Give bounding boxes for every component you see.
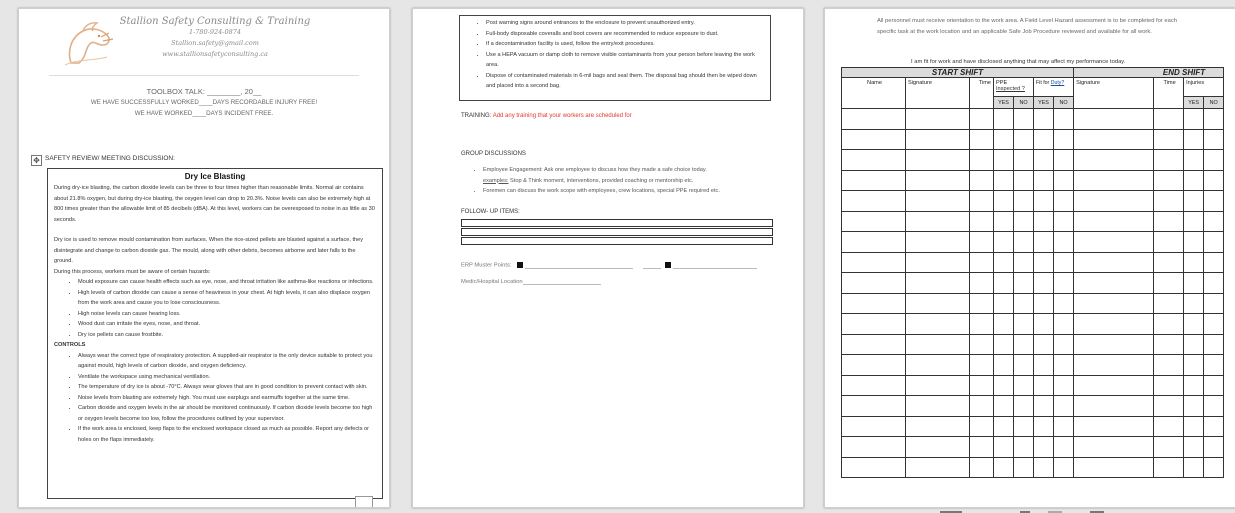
list-item: • High noise levels can cause hearing loss. bbox=[78, 309, 376, 320]
table-cell[interactable] bbox=[970, 416, 994, 437]
fit-for-work-statement: I am fit for work and have disclosed anything that may affect my performance today. bbox=[911, 59, 1126, 65]
table-cell[interactable] bbox=[994, 232, 1014, 253]
table-cell[interactable] bbox=[1204, 437, 1224, 458]
list-item: • Carbon dioxide and oxygen levels in the air should be monitored continuously. If carbon dioxide levels become too high or oxygen levels become too low, follow the procedures outlined by your supervisor. bbox=[78, 403, 376, 424]
medic-field[interactable] bbox=[523, 284, 601, 285]
col-fit-for-duty: Fit for Duty? bbox=[1034, 78, 1074, 97]
table-cell[interactable] bbox=[906, 273, 970, 294]
table-cell[interactable] bbox=[1074, 232, 1154, 253]
table-cell[interactable] bbox=[1034, 273, 1054, 294]
col-signature-end: Signature bbox=[1074, 78, 1154, 109]
table-cell[interactable] bbox=[1034, 211, 1054, 232]
table-row bbox=[842, 355, 1224, 376]
table-cell[interactable] bbox=[1054, 355, 1074, 376]
table-row bbox=[842, 396, 1224, 417]
list-item: • High levels of carbon dioxide can cause a sense of heaviness in your chest. At high levels, it can also displace oxygen from the work area and cause you to lose consciousness. bbox=[78, 288, 376, 309]
table-cell[interactable] bbox=[970, 109, 994, 130]
hazards-intro: During this process, workers must be aware of certain hazards: bbox=[54, 268, 211, 275]
table-cell[interactable] bbox=[1054, 396, 1074, 417]
table-cell[interactable] bbox=[994, 129, 1014, 150]
table-cell[interactable] bbox=[1014, 375, 1034, 396]
table-resize-handle[interactable] bbox=[355, 496, 373, 508]
medic-label: Medic/Hospital Location bbox=[461, 279, 523, 285]
orientation-statement: All personnel must receive orientation to the work area. A Field Level Hazard assessment is to be completed for each specific task at the work location and an applicable Safe Job Procedure reviewed and available for all work. bbox=[877, 18, 1177, 35]
sign-in-rows bbox=[842, 109, 1224, 478]
erp-field[interactable] bbox=[643, 268, 661, 269]
table-cell[interactable] bbox=[906, 396, 970, 417]
table-cell[interactable] bbox=[1014, 109, 1034, 130]
table-cell[interactable] bbox=[970, 252, 994, 273]
table-cell[interactable] bbox=[1184, 457, 1204, 478]
controls-continued-list bbox=[464, 18, 766, 92]
table-cell[interactable] bbox=[970, 170, 994, 191]
topic-title: Dry Ice Blasting bbox=[184, 172, 246, 181]
training-line bbox=[461, 113, 632, 119]
table-cell[interactable] bbox=[906, 252, 970, 273]
table-cell[interactable] bbox=[1014, 232, 1034, 253]
table-cell[interactable] bbox=[1054, 273, 1074, 294]
company-email: Stallion.safety@gmail.com bbox=[171, 39, 259, 47]
toolbox-talk-line: TOOLBOX TALK: ________, 20__ bbox=[146, 87, 262, 96]
table-cell[interactable] bbox=[970, 293, 994, 314]
table-cell[interactable] bbox=[906, 129, 970, 150]
table-cell[interactable] bbox=[1204, 232, 1224, 253]
table-cell[interactable] bbox=[970, 273, 994, 294]
table-cell[interactable] bbox=[906, 170, 970, 191]
table-cell[interactable] bbox=[1074, 314, 1154, 335]
start-shift-header: START SHIFT bbox=[842, 68, 1074, 78]
table-cell[interactable] bbox=[1054, 129, 1074, 150]
table-cell[interactable] bbox=[842, 211, 906, 232]
col-name: Name bbox=[842, 78, 906, 109]
follow-up-row[interactable] bbox=[461, 228, 773, 236]
table-cell[interactable] bbox=[970, 191, 994, 212]
table-cell[interactable] bbox=[1034, 252, 1054, 273]
table-cell[interactable] bbox=[1204, 109, 1224, 130]
table-cell[interactable] bbox=[1184, 334, 1204, 355]
medic-hospital-location bbox=[461, 279, 601, 285]
table-cell[interactable] bbox=[1074, 129, 1154, 150]
table-cell[interactable] bbox=[842, 375, 906, 396]
table-move-handle-icon[interactable]: ✥ bbox=[31, 155, 42, 166]
table-cell[interactable] bbox=[1184, 129, 1204, 150]
table-cell[interactable] bbox=[1034, 457, 1054, 478]
table-cell[interactable] bbox=[1014, 437, 1034, 458]
table-cell[interactable] bbox=[1184, 191, 1204, 212]
col-injuries: Injuries bbox=[1184, 78, 1224, 97]
list-item: • Dry ice pellets can cause frostbite. bbox=[78, 330, 376, 341]
table-cell[interactable] bbox=[1184, 437, 1204, 458]
document-page-3 bbox=[824, 8, 1235, 508]
table-cell[interactable] bbox=[994, 293, 1014, 314]
table-cell[interactable] bbox=[1154, 211, 1184, 232]
col-time: Time bbox=[970, 78, 994, 109]
ppe-no: NO bbox=[1014, 97, 1034, 109]
list-item: • Noise levels from blasting are extremely high. You must use earplugs and earmuffs together at the same time. bbox=[78, 393, 376, 404]
controls-list bbox=[54, 351, 376, 446]
table-cell[interactable] bbox=[1074, 191, 1154, 212]
injuries-no: NO bbox=[1204, 97, 1224, 109]
table-cell[interactable] bbox=[1054, 109, 1074, 130]
erp-label: ERP Muster Points: bbox=[461, 262, 512, 269]
table-cell[interactable] bbox=[842, 416, 906, 437]
table-row bbox=[842, 334, 1224, 355]
table-cell[interactable] bbox=[906, 355, 970, 376]
list-item: • Dispose of contaminated materials in 6-mil bags and seal them. The disposal bag should then be wiped down and placed into a second bag. bbox=[486, 71, 766, 92]
table-cell[interactable] bbox=[1074, 293, 1154, 314]
table-cell[interactable] bbox=[1034, 191, 1054, 212]
erp-field[interactable] bbox=[525, 268, 633, 269]
table-cell[interactable] bbox=[906, 457, 970, 478]
table-cell[interactable] bbox=[994, 437, 1014, 458]
table-cell[interactable] bbox=[994, 396, 1014, 417]
fit-no: NO bbox=[1054, 97, 1074, 109]
list-item: • The temperature of dry ice is about -70°C. Always wear gloves that are in good condition to prevent contact with skin. bbox=[78, 382, 376, 393]
table-cell[interactable] bbox=[842, 396, 906, 417]
table-cell[interactable] bbox=[994, 191, 1014, 212]
table-cell[interactable] bbox=[842, 129, 906, 150]
table-cell[interactable] bbox=[1204, 355, 1224, 376]
table-cell[interactable] bbox=[1074, 334, 1154, 355]
table-cell[interactable] bbox=[1054, 211, 1074, 232]
end-shift-header: END SHIFT bbox=[1074, 68, 1224, 78]
table-cell[interactable] bbox=[970, 355, 994, 376]
table-cell[interactable] bbox=[1014, 416, 1034, 437]
table-cell[interactable] bbox=[906, 437, 970, 458]
table-cell[interactable] bbox=[970, 396, 994, 417]
table-cell[interactable] bbox=[1034, 396, 1054, 417]
table-cell[interactable] bbox=[1204, 396, 1224, 417]
table-cell[interactable] bbox=[994, 252, 1014, 273]
table-cell[interactable] bbox=[906, 232, 970, 253]
table-cell[interactable] bbox=[1034, 437, 1054, 458]
erp-muster-points bbox=[461, 262, 757, 269]
follow-up-row[interactable] bbox=[461, 219, 773, 227]
table-cell[interactable] bbox=[1184, 355, 1204, 376]
table-row bbox=[842, 457, 1224, 478]
table-cell[interactable] bbox=[842, 109, 906, 130]
table-cell[interactable] bbox=[842, 150, 906, 171]
table-row bbox=[842, 109, 1224, 130]
table-row bbox=[842, 273, 1224, 294]
table-cell[interactable] bbox=[1154, 416, 1184, 437]
table-cell[interactable] bbox=[1184, 396, 1204, 417]
document-page-2 bbox=[412, 8, 804, 508]
table-cell[interactable] bbox=[1034, 355, 1054, 376]
table-cell[interactable] bbox=[970, 457, 994, 478]
table-cell[interactable] bbox=[1054, 314, 1074, 335]
fit-yes: YES bbox=[1034, 97, 1054, 109]
table-cell[interactable] bbox=[1154, 314, 1184, 335]
table-row bbox=[842, 150, 1224, 171]
list-item: • Always wear the correct type of respiratory protection. A supplied-air respirator is the only device suitable to protect you against mould, high levels of carbon dioxide, and oxygen deficiency. bbox=[78, 351, 376, 372]
table-cell[interactable] bbox=[1054, 252, 1074, 273]
company-info bbox=[115, 16, 315, 58]
table-row bbox=[842, 129, 1224, 150]
erp-field[interactable] bbox=[673, 268, 757, 269]
table-cell[interactable] bbox=[1054, 416, 1074, 437]
table-row bbox=[842, 375, 1224, 396]
table-cell[interactable] bbox=[994, 334, 1014, 355]
table-cell[interactable] bbox=[842, 334, 906, 355]
table-cell[interactable] bbox=[1054, 191, 1074, 212]
table-cell[interactable] bbox=[1184, 375, 1204, 396]
table-cell[interactable] bbox=[842, 293, 906, 314]
table-cell[interactable] bbox=[1204, 273, 1224, 294]
table-cell[interactable] bbox=[842, 273, 906, 294]
table-cell[interactable] bbox=[1054, 457, 1074, 478]
table-cell[interactable] bbox=[1054, 170, 1074, 191]
table-cell[interactable] bbox=[1014, 293, 1034, 314]
recordable-injury-line: WE HAVE SUCCESSFULLY WORKED____DAYS RECORDABLE INJURY FREE! bbox=[90, 99, 318, 106]
topic-paragraph-1: During dry-ice blasting, the carbon dioxide levels can be three to four times higher than reasonable limits. Normal air contains about 21.8% oxygen, but during dry-ice blasting, the oxygen level can drop to 20.3%. Noise levels can also be extremely high at 800 times greater than the allowable limit of 85 decibels (dBA). At this level, workers can be overexposed to noise in as little as 30 seconds. bbox=[54, 185, 375, 223]
table-cell[interactable] bbox=[1204, 191, 1224, 212]
table-cell[interactable] bbox=[1184, 109, 1204, 130]
table-cell[interactable] bbox=[1074, 375, 1154, 396]
table-cell[interactable] bbox=[1074, 457, 1154, 478]
table-cell[interactable] bbox=[1184, 232, 1204, 253]
table-cell[interactable] bbox=[1184, 252, 1204, 273]
table-cell[interactable] bbox=[1184, 150, 1204, 171]
list-item: • If a decontamination facility is used, follow the entry/exit procedures. bbox=[486, 39, 766, 50]
company-website: www.stallionsafetyconsulting.ca bbox=[162, 50, 268, 58]
list-item: • Post warning signs around entrances to the enclosure to prevent unauthorized entry. bbox=[486, 18, 766, 29]
table-cell[interactable] bbox=[1014, 396, 1034, 417]
table-cell[interactable] bbox=[1154, 170, 1184, 191]
group-discussions-heading: GROUP DISCUSSIONS bbox=[461, 151, 526, 157]
table-cell[interactable] bbox=[970, 232, 994, 253]
table-cell[interactable] bbox=[1014, 252, 1034, 273]
table-cell[interactable] bbox=[1014, 355, 1034, 376]
table-cell[interactable] bbox=[994, 109, 1014, 130]
list-item: • Foremen can discuss the work scope with employees, crew locations, special PPE required etc. bbox=[483, 186, 781, 197]
company-name: Stallion Safety Consulting & Training bbox=[119, 16, 311, 27]
table-cell[interactable] bbox=[994, 375, 1014, 396]
table-cell[interactable] bbox=[1014, 457, 1034, 478]
table-cell[interactable] bbox=[842, 191, 906, 212]
table-cell[interactable] bbox=[906, 293, 970, 314]
col-ppe: PPE Inspected ? bbox=[994, 78, 1034, 97]
list-item: examples: Stop & Think moment, interventions, provided coaching or mentorship etc. bbox=[483, 177, 694, 184]
table-cell[interactable] bbox=[1184, 314, 1204, 335]
table-cell[interactable] bbox=[1074, 396, 1154, 417]
table-cell[interactable] bbox=[1204, 252, 1224, 273]
table-cell[interactable] bbox=[1154, 437, 1184, 458]
table-cell[interactable] bbox=[1014, 314, 1034, 335]
table-cell[interactable] bbox=[1154, 375, 1184, 396]
table-cell[interactable] bbox=[1154, 232, 1184, 253]
table-cell[interactable] bbox=[1034, 129, 1054, 150]
table-cell[interactable] bbox=[1204, 375, 1224, 396]
table-cell[interactable] bbox=[1204, 150, 1224, 171]
table-cell[interactable] bbox=[906, 334, 970, 355]
table-cell[interactable] bbox=[1014, 211, 1034, 232]
table-row bbox=[842, 314, 1224, 335]
safety-topic-box bbox=[47, 168, 383, 499]
table-row bbox=[842, 170, 1224, 191]
table-cell[interactable] bbox=[1014, 150, 1034, 171]
table-cell[interactable] bbox=[1034, 170, 1054, 191]
company-phone: 1-780-924-0874 bbox=[188, 28, 242, 36]
table-cell[interactable] bbox=[1014, 191, 1034, 212]
topic-paragraph-2: Dry ice is used to remove mould contamination from surfaces. When the rice-sized pellets are blasted against a surface, they disintegrate and change to carbon dioxide gas. The mould, along with other debris, becomes airborne and later falls to the ground. bbox=[54, 237, 364, 264]
table-cell[interactable] bbox=[970, 150, 994, 171]
document-page-1 bbox=[18, 8, 390, 508]
group-discussions-list bbox=[461, 165, 781, 197]
table-cell[interactable] bbox=[906, 314, 970, 335]
table-cell[interactable] bbox=[1054, 293, 1074, 314]
table-cell[interactable] bbox=[1074, 416, 1154, 437]
list-item: • Wood dust can irritate the eyes, nose, and throat. bbox=[78, 319, 376, 330]
ppe-yes: YES bbox=[994, 97, 1014, 109]
table-cell[interactable] bbox=[1074, 109, 1154, 130]
table-cell[interactable] bbox=[1074, 211, 1154, 232]
col-signature: Signature bbox=[906, 78, 970, 109]
list-item: • Employee Engagement: Ask one employee to discuss how they made a safe choice today. bbox=[483, 165, 781, 176]
table-cell[interactable] bbox=[1034, 314, 1054, 335]
list-item: • Use a HEPA vacuum or damp cloth to remove visible contaminants from your person before leaving the work area. bbox=[486, 50, 766, 71]
table-cell[interactable] bbox=[994, 457, 1014, 478]
table-cell[interactable] bbox=[842, 170, 906, 191]
table-cell[interactable] bbox=[970, 129, 994, 150]
table-cell[interactable] bbox=[1184, 211, 1204, 232]
table-cell[interactable] bbox=[1184, 273, 1204, 294]
col-time-end: Time bbox=[1154, 78, 1184, 109]
bullet-square-icon bbox=[517, 262, 523, 268]
incident-free-line: WE HAVE WORKED____DAYS INCIDENT FREE. bbox=[134, 110, 274, 117]
bullet-square-icon bbox=[665, 262, 671, 268]
table-cell[interactable] bbox=[842, 252, 906, 273]
table-cell[interactable] bbox=[906, 109, 970, 130]
table-cell[interactable] bbox=[1054, 232, 1074, 253]
table-cell[interactable] bbox=[1154, 293, 1184, 314]
table-cell[interactable] bbox=[842, 355, 906, 376]
table-cell[interactable] bbox=[1154, 273, 1184, 294]
table-cell[interactable] bbox=[1204, 211, 1224, 232]
table-cell[interactable] bbox=[1204, 170, 1224, 191]
hazards-list bbox=[54, 277, 376, 340]
table-cell[interactable] bbox=[994, 355, 1014, 376]
table-cell[interactable] bbox=[906, 375, 970, 396]
table-cell[interactable] bbox=[842, 314, 906, 335]
table-cell[interactable] bbox=[994, 314, 1014, 335]
table-cell[interactable] bbox=[1014, 334, 1034, 355]
table-cell[interactable] bbox=[1204, 334, 1224, 355]
table-cell[interactable] bbox=[1014, 273, 1034, 294]
follow-up-row[interactable] bbox=[461, 237, 773, 245]
table-cell[interactable] bbox=[1054, 334, 1074, 355]
table-cell[interactable] bbox=[994, 211, 1014, 232]
table-cell[interactable] bbox=[1204, 457, 1224, 478]
table-row bbox=[842, 293, 1224, 314]
table-row bbox=[842, 416, 1224, 437]
table-cell[interactable] bbox=[1154, 355, 1184, 376]
list-item: • Full-body disposable coveralls and boot covers are recommended to reduce exposure to dust. bbox=[486, 29, 766, 40]
table-cell[interactable] bbox=[1054, 375, 1074, 396]
table-cell[interactable] bbox=[1054, 150, 1074, 171]
table-cell[interactable] bbox=[1154, 396, 1184, 417]
list-item: • If the work area is enclosed, keep flaps to the enclosed workspace closed as much as possible. Report any defects or holes on the flaps immediately. bbox=[78, 424, 376, 445]
safety-review-heading: SAFETY REVIEW/ MEETING DISCUSSION: bbox=[45, 155, 175, 162]
table-cell[interactable] bbox=[1154, 109, 1184, 130]
table-cell[interactable] bbox=[1074, 273, 1154, 294]
table-cell[interactable] bbox=[1184, 170, 1204, 191]
table-cell[interactable] bbox=[970, 314, 994, 335]
table-cell[interactable] bbox=[1154, 191, 1184, 212]
table-cell[interactable] bbox=[1154, 150, 1184, 171]
table-cell[interactable] bbox=[1074, 150, 1154, 171]
table-cell[interactable] bbox=[1204, 314, 1224, 335]
table-cell[interactable] bbox=[1204, 129, 1224, 150]
sign-in-table bbox=[841, 67, 1224, 478]
table-row bbox=[842, 232, 1224, 253]
table-cell[interactable] bbox=[1074, 252, 1154, 273]
table-cell[interactable] bbox=[1074, 437, 1154, 458]
table-cell[interactable] bbox=[1204, 416, 1224, 437]
table-cell[interactable] bbox=[842, 437, 906, 458]
table-cell[interactable] bbox=[842, 232, 906, 253]
table-row bbox=[842, 437, 1224, 458]
table-cell[interactable] bbox=[1184, 293, 1204, 314]
table-cell[interactable] bbox=[842, 457, 906, 478]
table-cell[interactable] bbox=[1034, 109, 1054, 130]
table-cell[interactable] bbox=[1014, 129, 1034, 150]
table-cell[interactable] bbox=[1154, 129, 1184, 150]
table-row bbox=[842, 252, 1224, 273]
table-cell[interactable] bbox=[1034, 150, 1054, 171]
training-note[interactable]: Add any training that your workers are scheduled for bbox=[492, 113, 632, 119]
table-cell[interactable] bbox=[970, 437, 994, 458]
table-cell[interactable] bbox=[970, 375, 994, 396]
follow-up-heading: FOLLOW- UP ITEMS: bbox=[461, 209, 520, 215]
table-cell[interactable] bbox=[1034, 232, 1054, 253]
training-label: TRAINING: bbox=[461, 113, 492, 119]
table-cell[interactable] bbox=[1154, 457, 1184, 478]
table-cell[interactable] bbox=[994, 416, 1014, 437]
table-cell[interactable] bbox=[1054, 437, 1074, 458]
table-cell[interactable] bbox=[994, 150, 1014, 171]
table-cell[interactable] bbox=[970, 334, 994, 355]
table-cell[interactable] bbox=[1184, 416, 1204, 437]
table-cell[interactable] bbox=[1204, 293, 1224, 314]
table-cell[interactable] bbox=[1034, 416, 1054, 437]
table-cell[interactable] bbox=[994, 273, 1014, 294]
table-cell[interactable] bbox=[906, 416, 970, 437]
table-cell[interactable] bbox=[906, 191, 970, 212]
list-item: • Mould exposure can cause health effects such as eye, nose, and throat irritation like asthma-like reactions or infections. bbox=[78, 277, 376, 288]
table-cell[interactable] bbox=[994, 170, 1014, 191]
table-cell[interactable] bbox=[1034, 334, 1054, 355]
table-cell[interactable] bbox=[1154, 334, 1184, 355]
table-cell[interactable] bbox=[970, 211, 994, 232]
table-cell[interactable] bbox=[1034, 375, 1054, 396]
controls-heading: CONTROLS bbox=[54, 342, 86, 348]
controls-continued-box bbox=[459, 15, 771, 101]
table-cell[interactable] bbox=[1014, 170, 1034, 191]
header-divider bbox=[49, 75, 359, 76]
list-item: • Ventilate the workspace using mechanical ventilation. bbox=[78, 372, 376, 383]
table-cell[interactable] bbox=[1034, 293, 1054, 314]
table-row bbox=[842, 211, 1224, 232]
injuries-yes: YES bbox=[1184, 97, 1204, 109]
table-cell[interactable] bbox=[1074, 170, 1154, 191]
table-cell[interactable] bbox=[1154, 252, 1184, 273]
table-cell[interactable] bbox=[906, 211, 970, 232]
table-row bbox=[842, 191, 1224, 212]
table-cell[interactable] bbox=[906, 150, 970, 171]
table-cell[interactable] bbox=[1074, 355, 1154, 376]
